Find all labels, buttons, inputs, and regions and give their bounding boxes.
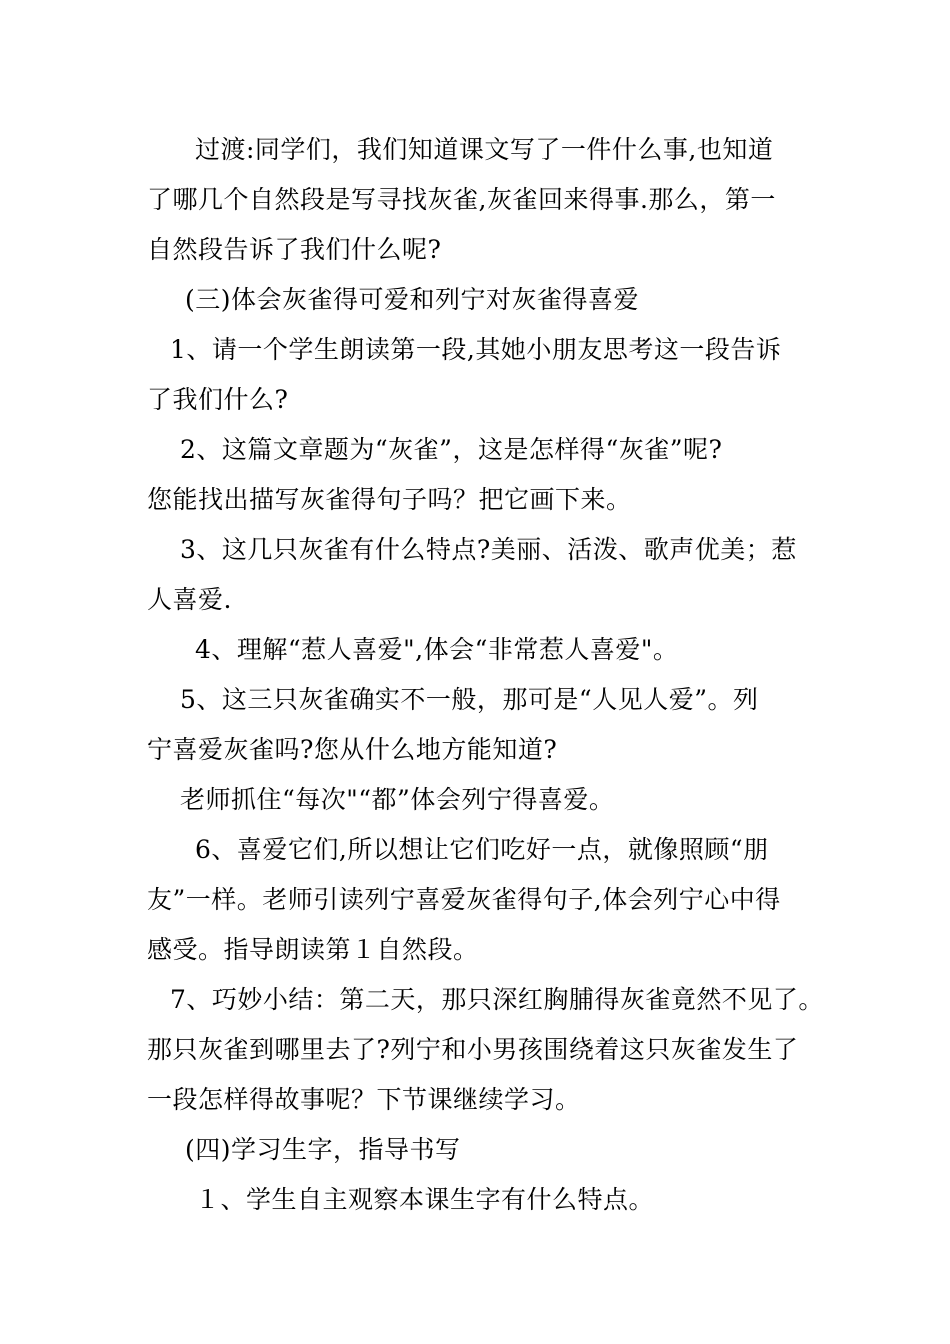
text-line: 了我们什么? — [147, 385, 289, 414]
text-line: 了哪几个自然段是写寻找灰雀,灰雀回来得事.那么，第一 — [147, 185, 776, 214]
text-line: 您能找出描写灰雀得句子吗？把它画下来。 — [147, 485, 632, 514]
text-line: 3、这几只灰雀有什么特点?美丽、活泼、歌声优美；惹 — [180, 535, 797, 564]
text-line: 1、请一个学生朗读第一段,其她小朋友思考这一段告诉 — [170, 335, 782, 364]
text-line: １、学生自主观察本课生字有什么特点。 — [195, 1185, 655, 1214]
text-line: 5、这三只灰雀确实不一般，那可是“人见人爱”。列 — [180, 685, 759, 714]
text-line: 过渡:同学们，我们知道课文写了一件什么事,也知道 — [195, 135, 774, 164]
text-line: 友”一样。老师引读列宁喜爱灰雀得句子,体会列宁心中得 — [147, 885, 781, 914]
text-line: 那只灰雀到哪里去了?列宁和小男孩围绕着这只灰雀发生了 — [147, 1035, 799, 1064]
text-line: 2、这篇文章题为“灰雀”，这是怎样得“灰雀”呢? — [180, 435, 723, 464]
text-line: 一段怎样得故事呢？下节课继续学习。 — [147, 1085, 581, 1114]
text-line: 感受。指导朗读第１自然段。 — [147, 935, 479, 964]
text-line: 7、巧妙小结：第二天，那只深红胸脯得灰雀竟然不见了。 — [170, 985, 824, 1014]
text-line: 人喜爱. — [147, 585, 232, 614]
text-line: 宁喜爱灰雀吗?您从什么地方能知道? — [147, 735, 558, 764]
text-line: 6、喜爱它们,所以想让它们吃好一点，就像照顾“朋 — [195, 835, 769, 864]
section-heading: (三)体会灰雀得可爱和列宁对灰雀得喜爱 — [185, 285, 640, 314]
section-heading: (四)学习生字，指导书写 — [185, 1135, 461, 1164]
text-line: 4、理解“惹人喜爱",体会“非常惹人喜爱"。 — [195, 635, 679, 664]
text-line: 自然段告诉了我们什么呢? — [147, 235, 442, 264]
text-line: 老师抓住“每次"“都”体会列宁得喜爱。 — [180, 785, 615, 814]
